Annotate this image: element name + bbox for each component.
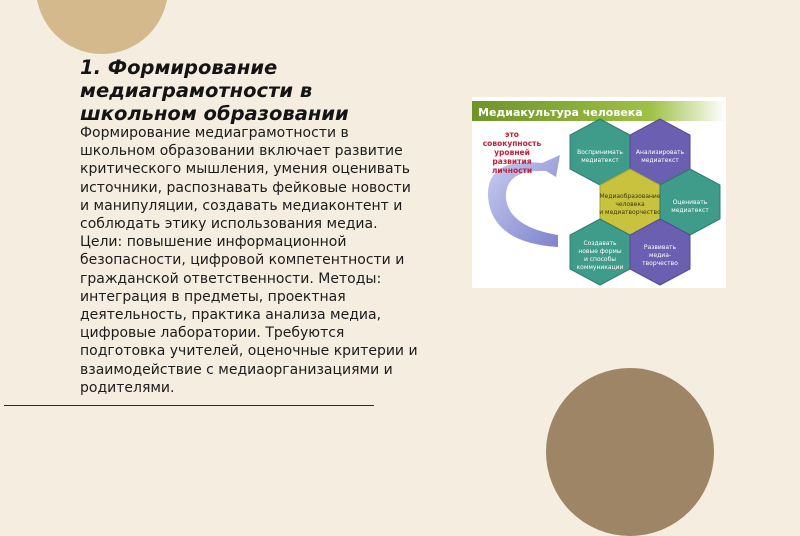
side-text-line: личности (491, 166, 533, 175)
side-text-line: совокупность (482, 139, 542, 148)
diagram-svg (472, 97, 726, 288)
hex-bottom-left-label: коммуникации (576, 264, 624, 271)
side-text-line: уровней (494, 148, 530, 157)
side-text-line: это (505, 130, 519, 139)
hex-bottom-left-label: и способы (583, 256, 617, 263)
slide-title: 1. Формирование медиаграмотности в школьном образовании (80, 56, 349, 125)
diagram-header-text: Медиакультура человека (478, 106, 643, 119)
hex-bottom-right-label: творчество (642, 260, 678, 267)
hex-center-label: Медиаобразование (599, 193, 661, 200)
decorative-circle-bottom (546, 368, 714, 536)
hex-bottom-right-label: Развивать (643, 244, 677, 251)
hex-bottom-left-label: Создавать (583, 240, 617, 247)
hex-bottom-left-label: новые формы (578, 248, 622, 255)
divider-line (4, 405, 374, 406)
media-culture-diagram (472, 97, 726, 288)
hex-right-label: Оценивать (672, 199, 708, 206)
hex-top-left-label: Воспринимать (577, 149, 623, 156)
hex-bottom-right-label: медиа- (648, 252, 672, 259)
hex-right-label: медиатекст (671, 207, 709, 214)
side-text-line: развития (492, 157, 532, 166)
hex-center-label: человека (615, 201, 645, 208)
hex-center-label: и медиатворчество (599, 209, 661, 216)
slide-body: Формирование медиаграмотности в школьном образовании включает развитие критического мышления, умения оценивать источники, распознавать фейковые новости и манипуляции, создавать медиаконтент и соблюдать этику использования медиа. Цели: повышение информационной безопасности, цифровой компетентности и гражданской ответственности. Методы: интеграция в предметы, проектная деятельность, практика анализа медиа, цифровые лаборатории. Требуются подготовка учителей, оценочные критерии и взаимодействие с медиаорганизациями и родителями. (80, 125, 418, 396)
hex-top-right-label: Анализировать (635, 149, 685, 156)
hex-top-left-label: медиатекст (581, 157, 619, 164)
decorative-circle-top (36, 0, 168, 54)
hex-top-right-label: медиатекст (641, 157, 679, 164)
